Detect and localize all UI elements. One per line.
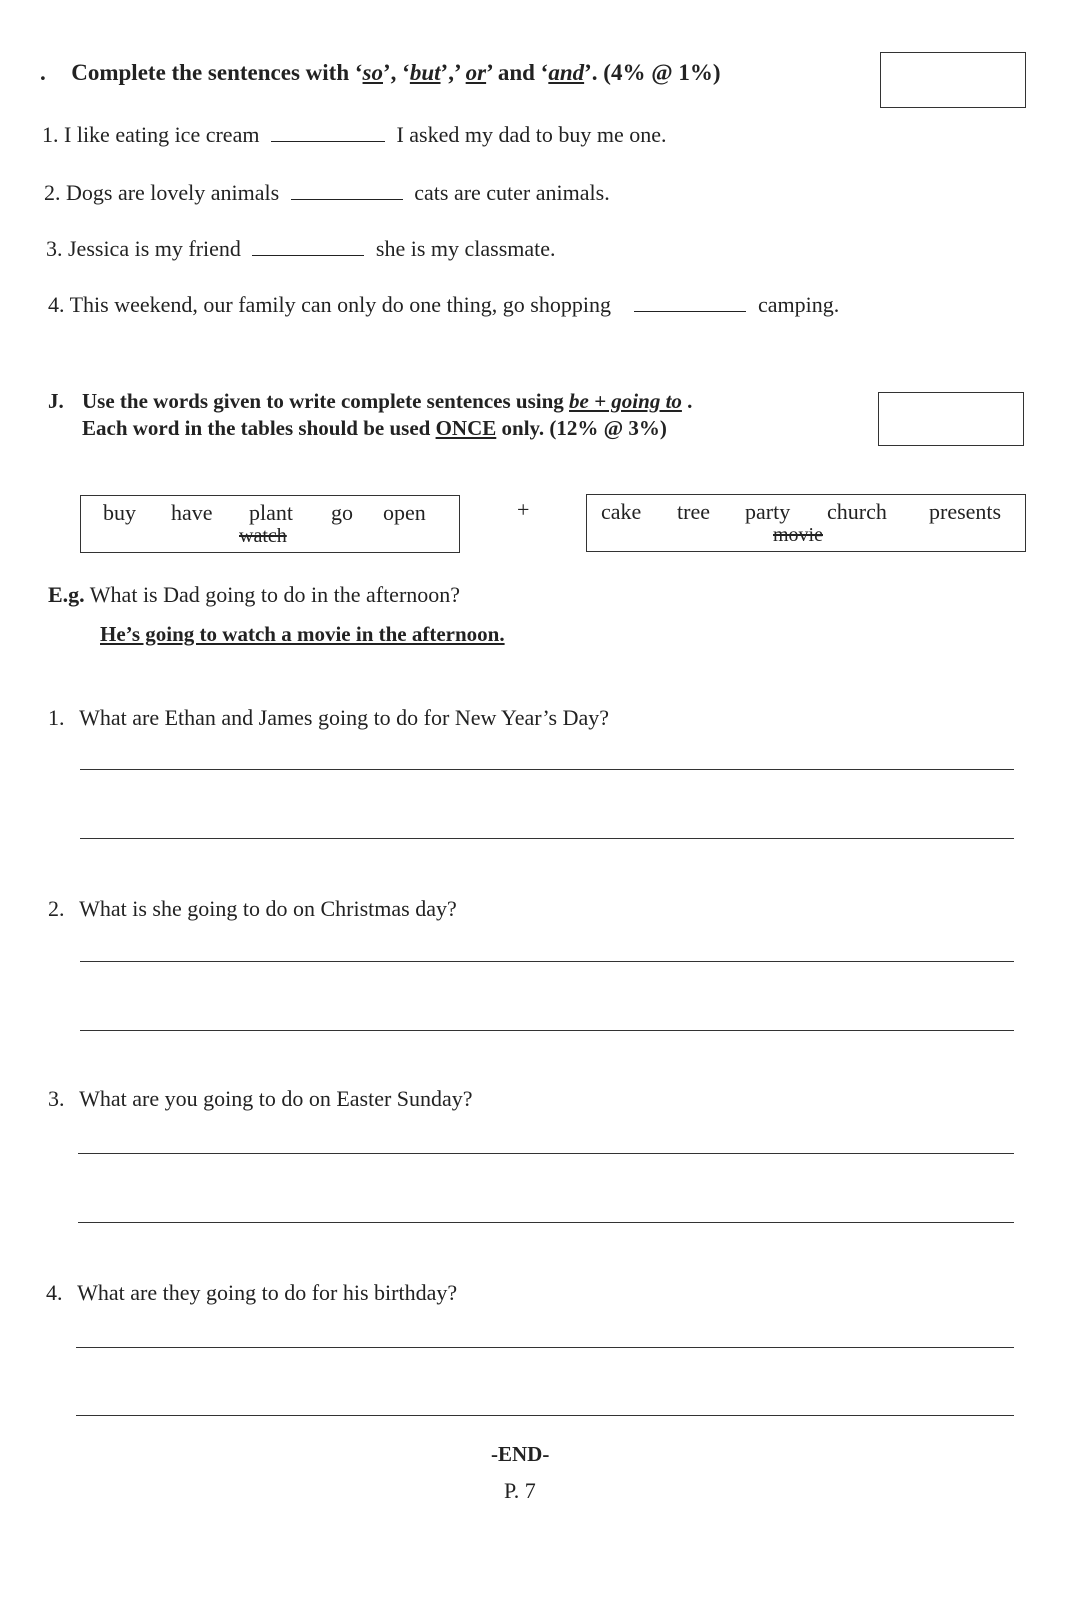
score-box-section-i[interactable] — [880, 52, 1026, 108]
noun-word-box — [586, 494, 1026, 552]
noun-word: church — [827, 499, 887, 524]
sentence-4: 4. This weekend, our family can only do one thing, go shopping camping. — [48, 292, 840, 317]
answer-line[interactable] — [78, 1222, 1014, 1223]
verb-word: have — [171, 500, 213, 525]
answer-blank-1[interactable] — [271, 140, 385, 142]
section-i-marks: (4% @ 1%) — [597, 60, 721, 85]
verb-word-box — [80, 495, 460, 553]
plus-sign: + — [517, 497, 530, 522]
sentence-2: 2. Dogs are lovely animals cats are cuter animals. — [44, 180, 610, 205]
answer-line[interactable] — [76, 1347, 1014, 1348]
question-3: 3. What are you going to do on Easter Sunday? — [48, 1086, 473, 1111]
end-marker: -END- — [491, 1442, 550, 1466]
verb-word: plant — [249, 500, 293, 525]
example-question: What is Dad going to do in the afternoon? — [89, 582, 461, 607]
page-number: P. 7 — [504, 1478, 536, 1503]
noun-word-used: movie — [773, 524, 823, 546]
word-or: or — [465, 60, 487, 85]
answer-line[interactable] — [78, 1153, 1014, 1154]
question-1: 1. What are Ethan and James going to do for New Year’s Day? — [48, 705, 609, 730]
be-going-to: be + going to — [569, 389, 682, 413]
section-j-instruction-1: Use the words given to write complete sentences using be + going to . — [82, 389, 693, 413]
section-j-letter: J. — [48, 389, 64, 413]
noun-word: tree — [677, 499, 710, 524]
question-4: 4. What are they going to do for his birthday? — [46, 1280, 458, 1305]
section-j-instruction-2: Each word in the tables should be used ONCE only. (12% @ 3%) — [82, 416, 667, 440]
once-word: ONCE — [435, 416, 497, 440]
example-question-line — [48, 582, 460, 608]
sentence-1: 1. I like eating ice cream I asked my dad to buy me one. — [42, 122, 667, 147]
answer-line[interactable] — [80, 1030, 1014, 1031]
verb-word: open — [383, 500, 426, 525]
noun-word: cake — [601, 499, 642, 524]
verb-word: buy — [103, 500, 136, 525]
word-so: so — [362, 60, 383, 85]
sentence-3: 3. Jessica is my friend she is my classmate. — [46, 236, 556, 261]
example-label: E.g. — [48, 582, 85, 607]
word-and: and — [548, 60, 585, 85]
answer-blank-4[interactable] — [634, 310, 746, 312]
verb-word: go — [331, 500, 353, 525]
noun-word: presents — [929, 499, 1002, 524]
answer-blank-2[interactable] — [291, 198, 403, 200]
question-2: 2. What is she going to do on Christmas day? — [48, 896, 457, 921]
section-i-intro: Complete the sentences with — [71, 60, 350, 85]
section-i-heading: . Complete the sentences with ‘so’, ‘but’,’ or’ and ‘and’. (4% @ 1%) — [40, 60, 721, 85]
example-answer: He’s going to watch a movie in the afternoon. — [100, 622, 505, 646]
verb-word-used: watch — [239, 525, 287, 547]
answer-line[interactable] — [80, 769, 1014, 770]
answer-line[interactable] — [80, 961, 1014, 962]
score-box-section-j[interactable] — [878, 392, 1024, 446]
section-dot: . — [40, 60, 46, 85]
noun-word: party — [745, 499, 791, 524]
word-but: but — [409, 60, 441, 85]
answer-line[interactable] — [80, 838, 1014, 839]
answer-line[interactable] — [76, 1415, 1014, 1416]
answer-blank-3[interactable] — [252, 254, 364, 256]
